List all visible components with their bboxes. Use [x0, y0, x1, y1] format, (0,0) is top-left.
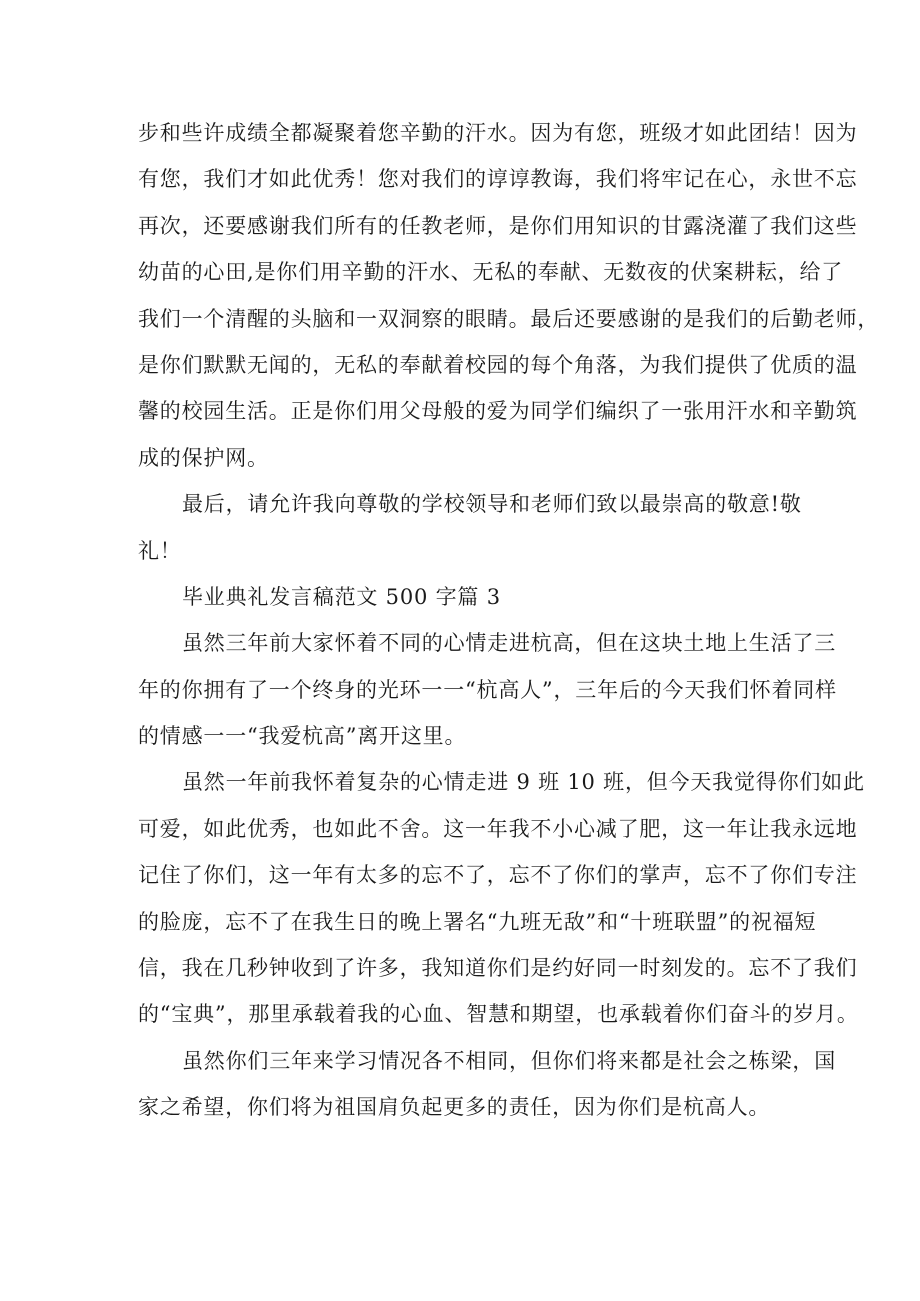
text-line: 家之希望，你们将为祖国肩负起更多的责任，因为你们是杭高人。: [138, 1095, 771, 1120]
text-line: 幼苗的心田,是你们用辛勤的汗水、无私的奉献、无数夜的伏案耕耘，给了: [138, 260, 844, 285]
text-line: 记住了你们，这一年有太多的忘不了，忘不了你们的掌声，忘不了你们专注: [138, 863, 858, 888]
text-line: 虽然三年前大家怀着不同的心情走进杭高，但在这块土地上生活了三: [182, 631, 836, 656]
text-line: 最后，请允许我向尊敬的学校领导和老师们致以最崇高的敬意!敬: [182, 492, 802, 517]
text-line: 是你们默默无闻的，无私的奉献着校园的每个角落，为我们提供了优质的温: [138, 352, 858, 377]
section-heading: 毕业典礼发言稿范文 500 字篇 3: [182, 584, 501, 609]
text-line: 成的保护网。: [138, 445, 269, 470]
text-line: 虽然一年前我怀着复杂的心情走进 9 班 10 班，但今天我觉得你们如此: [182, 770, 865, 795]
text-line: 信，我在几秒钟收到了许多，我知道你们是约好同一时刻发的。忘不了我们: [138, 956, 858, 981]
text-line: 年的你拥有了一个终身的光环一一“杭高人”，三年后的今天我们怀着同样: [138, 677, 837, 702]
document-body: [138, 110, 880, 1131]
text-line: 的脸庞，忘不了在我生日的晚上署名“九班无敌”和“十班联盟”的祝福短: [138, 909, 817, 934]
text-line: 再次，还要感谢我们所有的任教老师，是你们用知识的甘露浇灌了我们这些: [138, 213, 858, 238]
text-line: 的情感一一“我爱杭高”离开这里。: [138, 724, 467, 749]
text-line: 礼！: [138, 538, 182, 563]
text-line: 虽然你们三年来学习情况各不相同，但你们将来都是社会之栋梁，国: [182, 1048, 836, 1073]
text-line: 可爱，如此优秀，也如此不舍。这一年我不小心减了肥，这一年让我永远地: [138, 816, 858, 841]
text-line: 步和些许成绩全都凝聚着您辛勤的汗水。因为有您，班级才如此团结！因为: [138, 121, 858, 145]
text-line: 有您，我们才如此优秀！您对我们的谆谆教诲，我们将牢记在心，永世不忘: [138, 167, 858, 192]
text-line: 的“宝典”，那里承载着我的心血、智慧和期望，也承载着你们奋斗的岁月。: [138, 1002, 859, 1027]
text-line: 馨的校园生活。正是你们用父母般的爱为同学们编织了一张用汗水和辛勤筑: [138, 399, 858, 424]
text-line: 我们一个清醒的头脑和一双洞察的眼睛。最后还要感谢的是我们的后勤老师，: [138, 306, 880, 331]
